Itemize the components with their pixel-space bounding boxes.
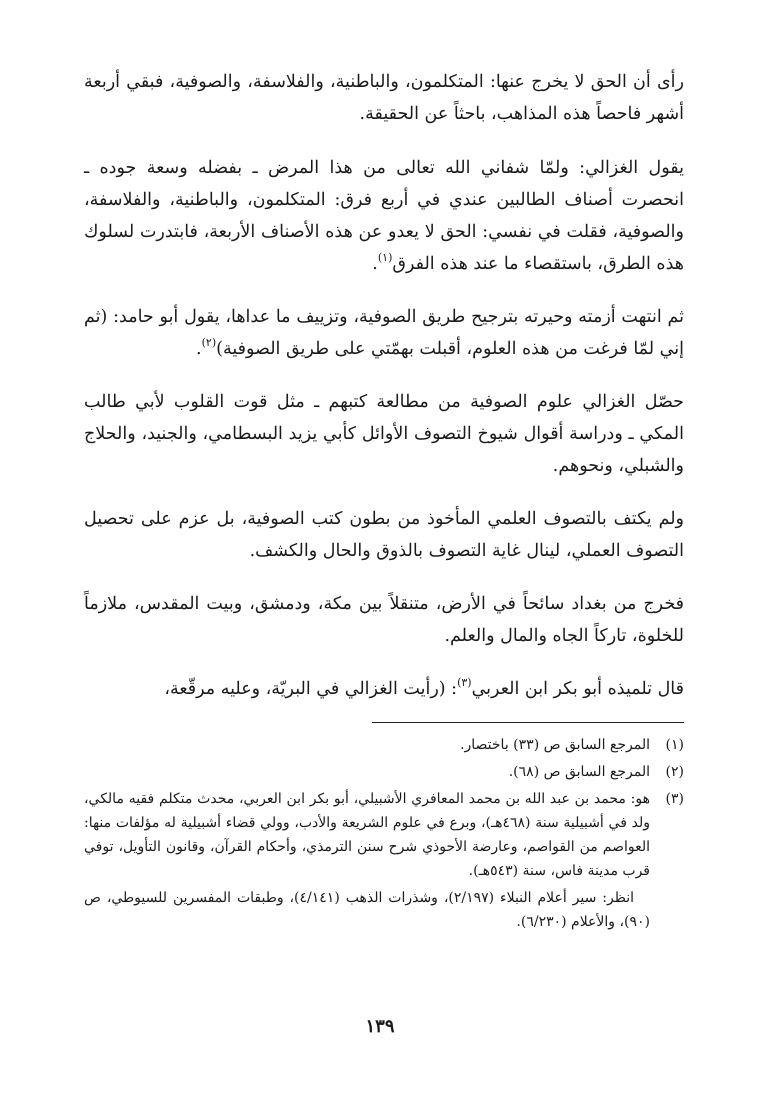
- paragraph-2-text: يقول الغزالي: ولمّا شفاني الله تعالى من هذا المرض ـ بفضله وسعة جوده ـ انحصرت أصناف الطالبين عندي في أربع فرق: المتكلمون، والباطنية، والفلاسفة، والصوفية، فقلت في نفسي: الحق لا يعدو عن هذه الأصناف الأربعة، فابتدرت لسلوك هذه الطرق، باستقصاء ما عند هذه الفرق: [84, 158, 684, 274]
- footnote-1-number: (١): [665, 737, 684, 753]
- paragraph-5: [84, 503, 684, 567]
- paragraph-3-end: .: [196, 339, 202, 359]
- paragraph-5-text: ولم يكتف بالتصوف العلمي المأخوذ من بطون كتب الصوفية، بل عزم على تحصيل التصوف العملي، لينال غاية التصوف بالذوق والحال والكشف.: [84, 509, 684, 561]
- footnote-separator: [372, 722, 684, 723]
- page-number: ١٣٩: [365, 1016, 395, 1037]
- paragraph-7-start: قال تلميذه أبو بكر ابن العربي: [471, 679, 684, 699]
- book-page: [84, 66, 684, 934]
- footnote-3-sources: انظر: سير أعلام النبلاء (٢/١٩٧)، وشذرات الذهب (٤/١٤١)، وطبقات المفسرين للسيوطي، ص (٩٠)، والأعلام (٦/٢٣٠).: [84, 890, 650, 930]
- paragraph-4: [84, 386, 684, 482]
- footnote-1: [84, 733, 684, 757]
- paragraph-6-text: فخرج من بغداد سائحاً في الأرض، متنقلاً بين مكة، ودمشق، وبيت المقدس، ملازماً للخلوة، تاركاً الجاه والمال والعلم.: [84, 594, 684, 646]
- paragraph-3-text: ثم انتهت أزمته وحيرته بترجيح طريق الصوفية، وتزييف ما عداها، يقول أبو حامد: (ثم إني لمّا فرغت من هذه العلوم، أقبلت بهمّتي على طريق الصوفية): [84, 307, 684, 359]
- footnote-ref-1[interactable]: (١): [377, 251, 393, 264]
- footnote-ref-3[interactable]: (٣): [457, 676, 472, 689]
- paragraph-2: [84, 152, 684, 280]
- footnote-3: [84, 787, 684, 883]
- footnote-2-text: المرجع السابق ص (٦٨).: [508, 764, 650, 780]
- paragraph-4-text: حصّل الغزالي علوم الصوفية من مطالعة كتبهم ـ مثل قوت القلوب لأبي طالب المكي ـ ودراسة أقوال شيوخ التصوف الأوائل كأبي يزيد البسطامي، والجنيد، والحلاج والشبلي، ونحوهم.: [84, 392, 684, 476]
- footnote-1-text: المرجع السابق ص (٣٣) باختصار.: [460, 737, 650, 753]
- footnote-2: [84, 760, 684, 784]
- paragraph-3: [84, 301, 684, 365]
- footnotes: [84, 733, 684, 934]
- footnote-3-text: هو: محمد بن عبد الله بن محمد المعافري الأشبيلي، أبو بكر ابن العربي، محدث متكلم فقيه مالكي، ولد في أشبيلية سنة (٤٦٨هـ)، وبرع في علوم الشريعة والأدب، وولي قضاء أشبيلية له مؤلفات منها: العواصم من القواصم، وعارضة الأحوذي شرح سنن الترمذي، وأحكام القرآن، وقانون التأويل، توفي قرب مدينة فاس، سنة (٥٤٣هـ).: [84, 791, 650, 879]
- paragraph-2-end: .: [372, 254, 378, 274]
- paragraph-6: [84, 588, 684, 652]
- paragraph-7: [84, 673, 684, 705]
- footnote-2-number: (٢): [665, 764, 684, 780]
- footnote-ref-2[interactable]: (٢): [201, 336, 217, 349]
- paragraph-1-text: رأى أن الحق لا يخرج عنها: المتكلمون، والباطنية، والفلاسفة، والصوفية، فبقي أربعة أشهر فاحصاً هذه المذاهب، باحثاً عن الحقيقة.: [84, 72, 684, 124]
- paragraph-1: [84, 66, 684, 130]
- paragraph-7-end: : (رأيت الغزالي في البريّة، وعليه مرقّعة،: [164, 679, 458, 699]
- footnote-3-number: (٣): [665, 791, 684, 807]
